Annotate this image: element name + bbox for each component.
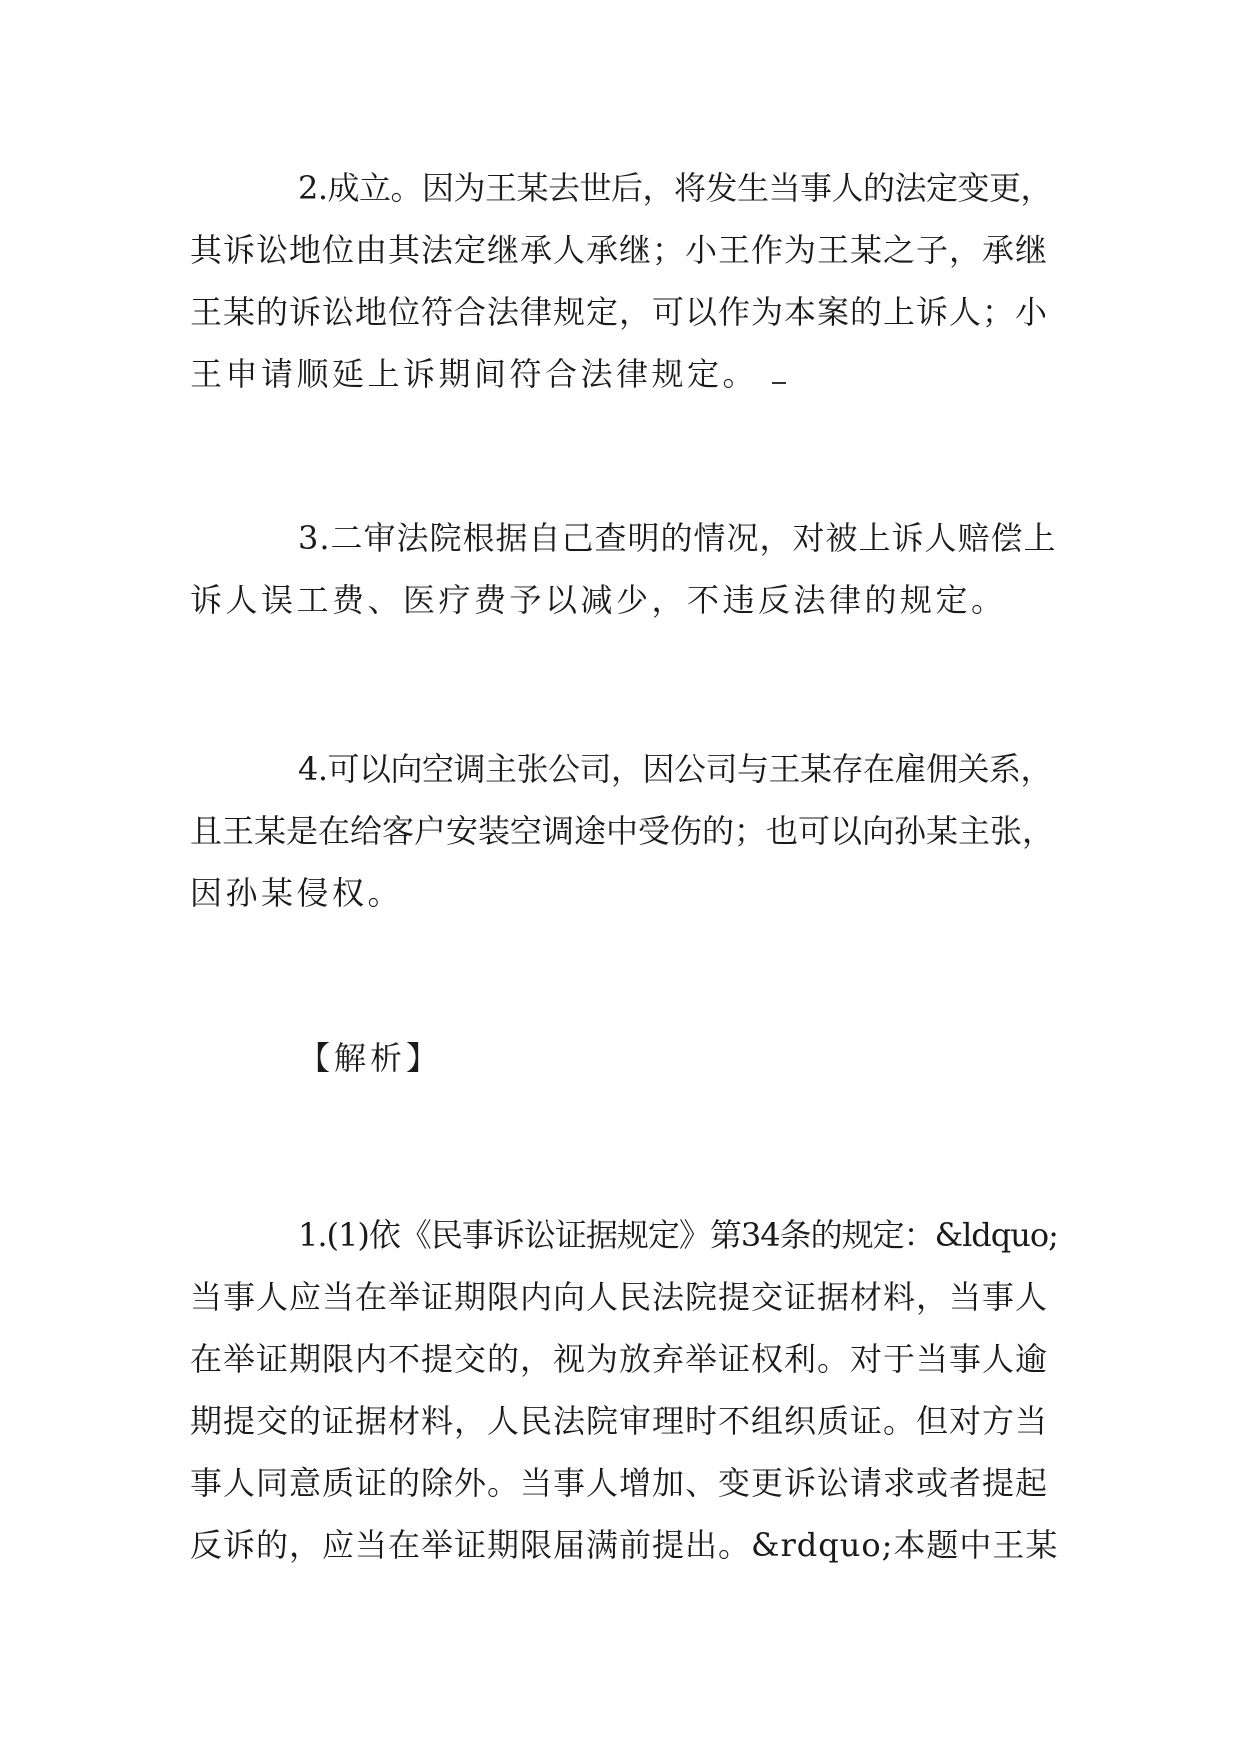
paragraph-line: 2.成立。因为王某去世后，将发生当事人的法定变更， [298,169,1053,207]
analysis-paragraph-1 [190,1204,1060,1576]
paragraph-line: 反诉的，应当在举证期限届满前提出。&rdquo;本题中王某 [190,1526,1059,1564]
paragraph-2 [190,157,1060,405]
paragraph-line: 3.二审法院根据自己查明的情况，对被上诉人赔偿上 [298,519,1057,557]
paragraph-line-text: 王申请顺延上诉期间符合法律规定。 [190,355,759,393]
paragraph-4 [190,738,1060,924]
section-heading: 【解析】 [298,1039,443,1077]
paragraph-line: 事人同意质证的除外。当事人增加、变更诉讼请求或者提起 [190,1464,1049,1502]
paragraph-line: 在举证期限内不提交的，视为放弃举证权利。对于当事人逾 [190,1340,1049,1378]
paragraph-line: 王某的诉讼地位符合法律规定，可以作为本案的上诉人；小 [190,293,1049,331]
paragraph-line: 其诉讼地位由其法定继承人承继；小王作为王某之子，承继 [190,231,1049,269]
paragraph-line-with-cursor [190,343,1060,405]
text-cursor-mark [772,382,786,384]
paragraph-3 [190,507,1060,631]
paragraph-line: 诉人误工费、医疗费予以减少，不违反法律的规定。 [190,581,1007,619]
paragraph-line: 1.(1)依《民事诉讼证据规定》第34条的规定：&ldquo; [298,1216,1058,1254]
paragraph-line: 因孙某侵权。 [190,874,404,912]
paragraph-line: 且王某是在给客户安装空调途中受伤的；也可以向孙某主张， [190,812,1055,850]
paragraph-line: 期提交的证据材料，人民法院审理时不组织质证。但对方当 [190,1402,1049,1440]
paragraph-line: 当事人应当在举证期限内向人民法院提交证据材料，当事人 [190,1278,1049,1316]
paragraph-line: 4.可以向空调主张公司，因公司与王某存在雇佣关系， [298,750,1053,788]
